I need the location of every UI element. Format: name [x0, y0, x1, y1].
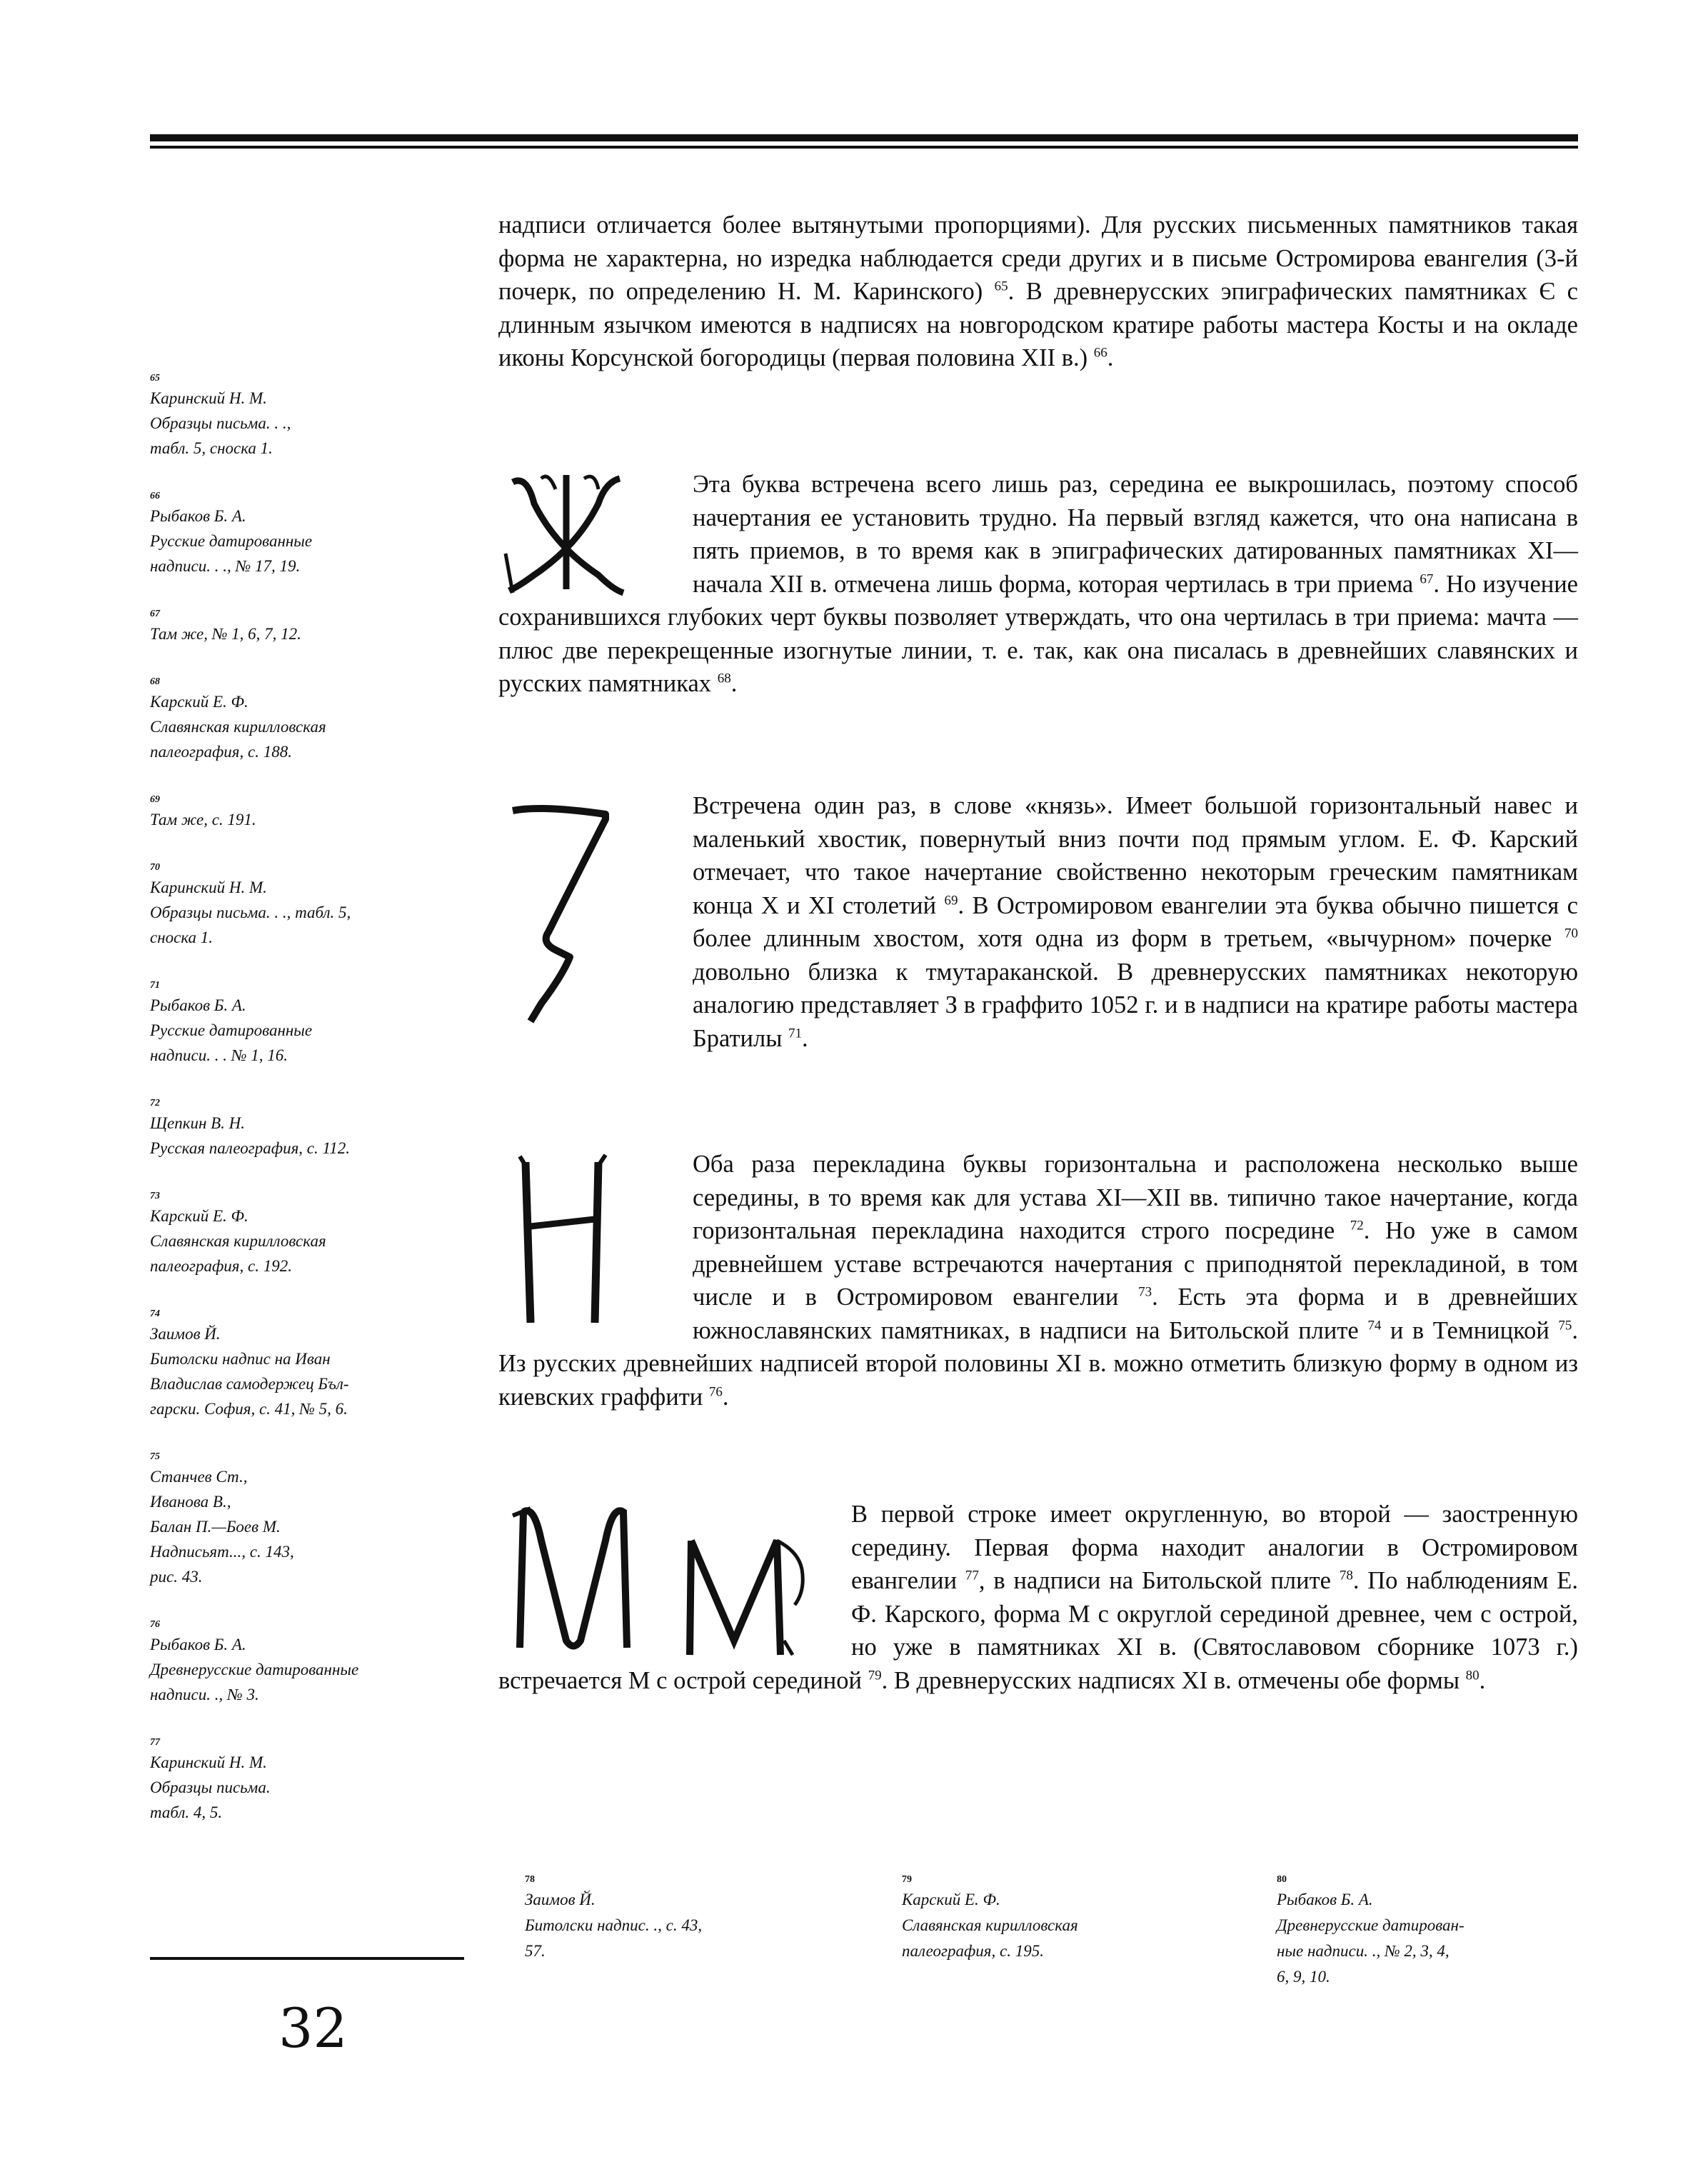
- margin-note: 76 Рыбаков Б. А. Древнерусские датированные надписи. ., № 3.: [150, 1619, 359, 1703]
- margin-note: 72 Щепкин В. Н. Русская палеография, с. 112.: [150, 1098, 351, 1157]
- bottom-note: 79 Карский Е. Ф. Славянская кирилловская палеография, с. 195.: [902, 1874, 1078, 1960]
- page-number-rule: [150, 1957, 464, 1960]
- margin-note: 77 Каринский Н. М. Образцы письма. табл. 4, 5.: [150, 1737, 271, 1821]
- margin-note: 73 Карский Е. Ф. Славянская кирилловская палеография, с. 192.: [150, 1191, 326, 1275]
- margin-note: 65 Каринский Н. М. Образцы письма. . ., табл. 5, сноска 1.: [150, 373, 291, 457]
- body-text: В первой строке имеет округленную, во второй — заостренную середину. Первая форма находит аналогии в Остромировом евангелии $^{77}$, в надписи на Битольской плите $^{78}$. По наблюдениям Е. Ф. Карского, форма М с округлой серединой древнее, чем с острой, но уже в памятниках XI в. (Святославовом сборнике 1073 г.) встречается М с острой серединой $^{79}$. В древнерусских надписях XI в. отмечены обе формы $^{80}$.: [498, 1501, 1578, 1694]
- margin-notes: [150, 371, 464, 1853]
- margin-note: 68 Карский Е. Ф. Славянская кирилловская палеография, с. 188.: [150, 676, 326, 761]
- margin-note: 67 Там же, № 1, 6, 7, 12.: [150, 609, 301, 643]
- margin-note: 69 Там же, с. 191.: [150, 794, 256, 829]
- paragraph-e: [498, 209, 1578, 375]
- margin-note: 70 Каринский Н. М. Образцы письма. . ., табл. 5, сноска 1.: [150, 862, 351, 946]
- bottom-note: 80 Рыбаков Б. А. Древнерусские датирован- ные надписи. ., № 2, 3, 4, 6, 9, 10.: [1277, 1874, 1465, 1986]
- page-number: 32: [278, 1996, 348, 2060]
- body-text: Встречена один раз, в слове «князь». Имеет большой горизонтальный навес и маленький хвостик, повернутый вниз почти под прямым углом. Е. Ф. Карский отмечает, что такое начертание свойственно некоторым греческим памятникам конца X и XI столетий $^{69}$. В Остромировом евангелии эта буква обычно пишется с более длинным хвостом, хотя одна из форм в третьем, «вычурном» почерке $^{70}$ довольно близка к тмутараканской. В древнерусских памятниках некоторую аналогию представляет З в граффито 1052 г. и в надписи на кратире работы мастера Братилы $^{71}$.: [693, 792, 1579, 1052]
- top-rule-thick: [150, 134, 1578, 141]
- margin-note: 75 Станчев Ст., Иванова В., Балан П.—Боев М. Надписьят..., с. 143, рис. 43.: [150, 1451, 294, 1586]
- body-text: надписи отличается более вытянутыми пропорциями). Для русских письменных памятников такая форма не характерна, но изредка наблюдается среди других и в письме Остромирова евангелия (3-й почерк, по определению Н. М. Каринского) $^{65}$. В древнерусских эпиграфических памятниках Є с длинным язычком имеются в надписях на новгородском кратире работы мастера Косты и на окладе иконы Корсунской богородицы (первая половина XII в.) $^{66}$.: [498, 211, 1578, 371]
- margin-note: 66 Рыбаков Б. А. Русские датированные надписи. . ., № 17, 19.: [150, 491, 313, 575]
- top-rule-thin: [150, 146, 1578, 149]
- bottom-note: 78 Заимов Й. Битолски надпис. ., с. 43, 57.: [525, 1874, 703, 1960]
- margin-note: 71 Рыбаков Б. А. Русские датированные надписи. . . № 1, 16.: [150, 980, 313, 1064]
- body-text: Оба раза перекладина буквы горизонтальна и расположена несколько выше середины, в то время как для устава XI—XII вв. типично такое начертание, когда горизонтальная перекладина находится строго посредине $^{72}$. Но уже в самом древнейшем уставе встречаются начертания с приподнятой перекладиной, в том числе и в Остромировом евангелии $^{73}$. Есть эта форма и в древнейших южнославянских памятниках, в надписи на Битольской плите $^{74}$ и в Темницкой $^{75}$. Из русских древнейших надписей второй половины XI в. можно отметить близкую форму в одном из киевских граффити $^{76}$.: [498, 1151, 1579, 1411]
- body-text: Эта буква встречена всего лишь раз, середина ее выкрошилась, поэтому способ начертания ее установить трудно. На первый взгляд кажется, что она написана в пять приемов, в то время как в эпиграфических датированных памятниках XI—начала XII в. отмечена лишь форма, которая чертилась в три приема $^{67}$. Но изучение сохранившихся глубоких черт буквы позволяет утверждать, что она чертилась в три приема: мачта — плюс две перекрещенные изогнутые линии, т. е. так, как она писалась в древнейших славянских и русских памятниках $^{68}$.: [498, 471, 1578, 697]
- margin-note: 74 Заимов Й. Битолски надпис на Иван Владислав самодержец Бъл- гарски. София, с. 41, № 5, 6.: [150, 1308, 349, 1418]
